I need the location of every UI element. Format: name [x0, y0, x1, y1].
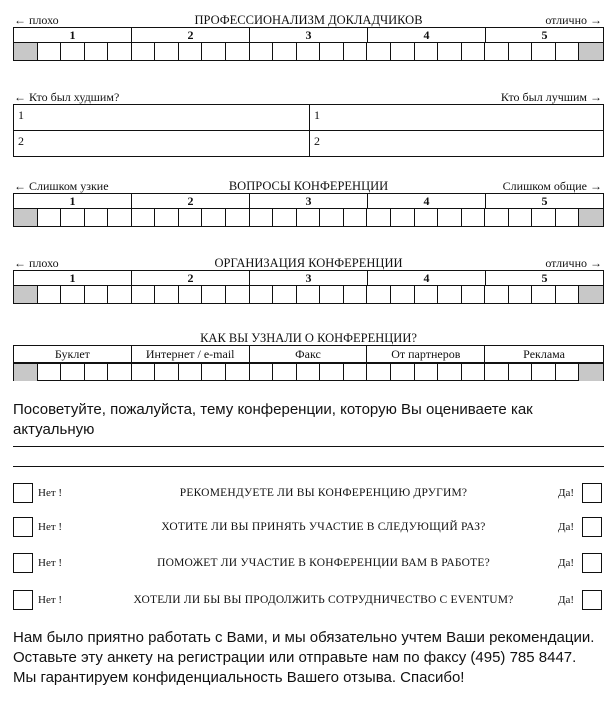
- rating-cell[interactable]: [485, 286, 509, 303]
- rating-cell[interactable]: [38, 286, 62, 303]
- yes-no-question: [13, 590, 604, 614]
- organization-block: [13, 255, 604, 305]
- rating-cell[interactable]: [391, 43, 415, 60]
- rating-cell[interactable]: [273, 209, 297, 226]
- scale-number-1: 1: [14, 271, 132, 286]
- source-cell[interactable]: [485, 364, 509, 381]
- questions-title: ВОПРОСЫ КОНФЕРЕНЦИИ: [228, 179, 389, 193]
- worst-field-2[interactable]: 2: [14, 131, 310, 156]
- rating-cell[interactable]: [179, 286, 203, 303]
- rating-cell[interactable]: [532, 43, 556, 60]
- source-cell[interactable]: [14, 364, 38, 381]
- scale-left-label: ← плохо: [14, 13, 59, 27]
- scale-right-label: Слишком общие →: [502, 179, 602, 193]
- rating-cell[interactable]: [226, 43, 250, 60]
- rating-cell[interactable]: [108, 43, 132, 60]
- source-option-label: Буклет: [14, 346, 132, 362]
- rating-cell[interactable]: [344, 43, 368, 60]
- rating-cell[interactable]: [509, 43, 533, 60]
- rating-cell[interactable]: [61, 286, 85, 303]
- source-cell[interactable]: [226, 364, 250, 381]
- rating-cell[interactable]: [438, 43, 462, 60]
- question-text: РЕКОМЕНДУЕТЕ ЛИ ВЫ КОНФЕРЕНЦИЮ ДРУГИМ?: [179, 487, 468, 499]
- source-cell[interactable]: [250, 364, 274, 381]
- rating-cell[interactable]: [226, 286, 250, 303]
- rating-cell[interactable]: [579, 43, 603, 60]
- rating-cell[interactable]: [38, 209, 62, 226]
- rating-cell[interactable]: [297, 286, 321, 303]
- source-cell[interactable]: [85, 364, 109, 381]
- rating-cell[interactable]: [108, 209, 132, 226]
- scale-left-label: ← плохо: [14, 256, 59, 270]
- scale-number-4: 4: [368, 28, 486, 43]
- questions-header: [13, 178, 604, 194]
- rating-cell[interactable]: [250, 286, 274, 303]
- question-text: ХОТИТЕ ЛИ ВЫ ПРИНЯТЬ УЧАСТИЕ В СЛЕДУЮЩИЙ РАЗ?: [161, 521, 486, 533]
- source-cell[interactable]: [391, 364, 415, 381]
- source-option-label: От партнеров: [367, 346, 485, 362]
- rating-cell[interactable]: [367, 209, 391, 226]
- rating-cell[interactable]: [179, 209, 203, 226]
- scale-right-label: отлично →: [545, 13, 602, 27]
- table-row: [14, 131, 603, 157]
- source-block: [13, 330, 604, 382]
- source-cell[interactable]: [509, 364, 533, 381]
- worst-field-1[interactable]: 1: [14, 105, 310, 130]
- organization-header: [13, 255, 604, 271]
- scale-number-5: 5: [541, 194, 548, 208]
- professionalism-block: [13, 12, 604, 62]
- rating-cell[interactable]: [344, 209, 368, 226]
- rating-cell[interactable]: [344, 286, 368, 303]
- rating-cell[interactable]: [438, 209, 462, 226]
- scale-number-3: 3: [250, 28, 368, 43]
- source-cell[interactable]: [108, 364, 132, 381]
- rating-cell[interactable]: [438, 286, 462, 303]
- rating-cell[interactable]: [108, 286, 132, 303]
- rating-cell[interactable]: [532, 286, 556, 303]
- rating-cell[interactable]: [297, 209, 321, 226]
- rating-cell[interactable]: [61, 43, 85, 60]
- rating-cell[interactable]: [61, 209, 85, 226]
- best-field-1[interactable]: 1: [314, 108, 320, 122]
- worst-best-header: [13, 89, 604, 105]
- scale-cells: [14, 286, 603, 303]
- rating-cell[interactable]: [485, 209, 509, 226]
- scale-number-2: 2: [132, 271, 250, 286]
- source-option-label: Интернет / e-mail: [132, 346, 250, 362]
- professionalism-title: ПРОФЕССИОНАЛИЗМ ДОКЛАДЧИКОВ: [194, 13, 423, 27]
- yes-label: Да!: [557, 487, 574, 499]
- no-checkbox[interactable]: [13, 553, 33, 573]
- scale-numbers: [14, 28, 603, 43]
- worst-best-grid: [13, 105, 604, 157]
- rating-cell[interactable]: [14, 209, 38, 226]
- closing-line: Мы гарантируем конфиденциальность Вашего отзыва. Спасибо!: [13, 669, 465, 686]
- rating-cell[interactable]: [556, 209, 580, 226]
- scale-cells: [14, 209, 603, 226]
- best-label: Кто был лучшим →: [500, 90, 602, 104]
- rating-cell[interactable]: [132, 209, 156, 226]
- source-cell[interactable]: [532, 364, 556, 381]
- scale-number-4: 4: [368, 271, 486, 286]
- yes-label: Да!: [557, 557, 574, 569]
- rating-cell[interactable]: [297, 43, 321, 60]
- professionalism-scale: [13, 28, 604, 61]
- scale-number-1: 1: [14, 194, 132, 209]
- rating-cell[interactable]: [509, 286, 533, 303]
- rating-cell[interactable]: [391, 286, 415, 303]
- closing-text: [13, 628, 608, 688]
- source-title: КАК ВЫ УЗНАЛИ О КОНФЕРЕНЦИИ?: [200, 331, 417, 345]
- worst-best-block: [13, 89, 604, 159]
- rating-cell[interactable]: [462, 209, 486, 226]
- rating-cell[interactable]: [179, 43, 203, 60]
- source-cell[interactable]: [344, 364, 368, 381]
- rating-cell[interactable]: [462, 43, 486, 60]
- rating-cell[interactable]: [391, 209, 415, 226]
- professionalism-header: [13, 12, 604, 28]
- rating-cell[interactable]: [250, 43, 274, 60]
- rating-cell[interactable]: [556, 43, 580, 60]
- closing-line: Оставьте эту анкету на регистрации или отправьте нам по факсу (495) 785 8447.: [13, 649, 577, 666]
- rating-cell[interactable]: [367, 43, 391, 60]
- organization-scale: [13, 271, 604, 304]
- scale-number-2: 2: [132, 28, 250, 43]
- questions-block: [13, 178, 604, 228]
- recommend-topic-prompt: Посоветуйте, пожалуйста, тему конференции, которую Вы оцениваете как актуальную: [13, 401, 533, 438]
- yes-checkbox[interactable]: [582, 483, 602, 503]
- rating-cell[interactable]: [226, 209, 250, 226]
- rating-cell[interactable]: [14, 43, 38, 60]
- yes-no-question: [13, 483, 604, 507]
- rating-cell[interactable]: [415, 286, 439, 303]
- source-cell[interactable]: [179, 364, 203, 381]
- source-checkbox-row: [13, 363, 604, 381]
- yes-no-question: [13, 553, 604, 577]
- no-label: Нет !: [38, 521, 63, 533]
- yes-label: Да!: [557, 594, 574, 606]
- rating-cell[interactable]: [367, 286, 391, 303]
- rating-cell[interactable]: [85, 43, 109, 60]
- rating-cell[interactable]: [462, 286, 486, 303]
- source-cell[interactable]: [579, 364, 603, 381]
- scale-numbers: [14, 194, 603, 209]
- rating-cell[interactable]: [579, 209, 603, 226]
- no-checkbox[interactable]: [13, 517, 33, 537]
- source-cell[interactable]: [273, 364, 297, 381]
- scale-number-5: 5: [541, 271, 548, 285]
- rating-cell[interactable]: [415, 43, 439, 60]
- source-cell[interactable]: [556, 364, 580, 381]
- rating-cell[interactable]: [273, 43, 297, 60]
- source-cell[interactable]: [415, 364, 439, 381]
- rating-cell[interactable]: [320, 286, 344, 303]
- source-header: [13, 330, 604, 346]
- yes-checkbox[interactable]: [582, 553, 602, 573]
- no-label: Нет !: [38, 594, 63, 606]
- worst-label: ← Кто был худшим?: [14, 90, 120, 104]
- rating-cell[interactable]: [14, 286, 38, 303]
- answer-line[interactable]: [13, 446, 604, 447]
- table-row: [14, 105, 603, 131]
- best-field-2[interactable]: 2: [314, 134, 320, 148]
- source-option-label: Факс: [250, 346, 368, 362]
- rating-cell[interactable]: [202, 286, 226, 303]
- rating-cell[interactable]: [85, 286, 109, 303]
- source-cell[interactable]: [320, 364, 344, 381]
- rating-cell[interactable]: [320, 209, 344, 226]
- yes-no-question: [13, 517, 604, 541]
- question-text: ПОМОЖЕТ ЛИ УЧАСТИЕ В КОНФЕРЕНЦИИ ВАМ В РАБОТЕ?: [157, 557, 490, 569]
- source-cell[interactable]: [202, 364, 226, 381]
- no-checkbox[interactable]: [13, 590, 33, 610]
- rating-cell[interactable]: [155, 43, 179, 60]
- scale-right-label: отлично →: [545, 256, 602, 270]
- yes-label: Да!: [557, 521, 574, 533]
- scale-number-1: 1: [14, 28, 132, 43]
- scale-number-4: 4: [368, 194, 486, 209]
- scale-number-3: 3: [250, 194, 368, 209]
- no-label: Нет !: [38, 557, 63, 569]
- scale-number-5: 5: [541, 28, 548, 42]
- source-cell[interactable]: [155, 364, 179, 381]
- source-cell[interactable]: [38, 364, 62, 381]
- yes-checkbox[interactable]: [582, 590, 602, 610]
- rating-cell[interactable]: [155, 286, 179, 303]
- source-cell[interactable]: [438, 364, 462, 381]
- rating-cell[interactable]: [202, 43, 226, 60]
- rating-cell[interactable]: [132, 286, 156, 303]
- question-text: ХОТЕЛИ ЛИ БЫ ВЫ ПРОДОЛЖИТЬ СОТРУДНИЧЕСТВО С EVENTUM?: [133, 594, 514, 606]
- rating-cell[interactable]: [132, 43, 156, 60]
- rating-cell[interactable]: [273, 286, 297, 303]
- rating-cell[interactable]: [250, 209, 274, 226]
- scale-number-2: 2: [132, 194, 250, 209]
- rating-cell[interactable]: [202, 209, 226, 226]
- yes-checkbox[interactable]: [582, 517, 602, 537]
- rating-cell[interactable]: [38, 43, 62, 60]
- scale-cells: [14, 43, 603, 60]
- rating-cell[interactable]: [320, 43, 344, 60]
- rating-cell[interactable]: [415, 209, 439, 226]
- answer-line[interactable]: [13, 466, 604, 467]
- closing-line: Нам было приятно работать с Вами, и мы обязательно учтем Ваши рекомендации.: [13, 629, 595, 646]
- source-cell[interactable]: [297, 364, 321, 381]
- rating-cell[interactable]: [85, 209, 109, 226]
- no-label: Нет !: [38, 487, 63, 499]
- source-cell[interactable]: [367, 364, 391, 381]
- scale-number-3: 3: [250, 271, 368, 286]
- rating-cell[interactable]: [579, 286, 603, 303]
- rating-cell[interactable]: [532, 209, 556, 226]
- scale-numbers: [14, 271, 603, 286]
- rating-cell[interactable]: [556, 286, 580, 303]
- rating-cell[interactable]: [509, 209, 533, 226]
- source-options-row: [13, 346, 604, 363]
- source-option-label: Реклама: [523, 347, 565, 361]
- scale-left-label: ← Слишком узкие: [14, 179, 109, 193]
- source-cell[interactable]: [61, 364, 85, 381]
- source-cell[interactable]: [462, 364, 486, 381]
- no-checkbox[interactable]: [13, 483, 33, 503]
- rating-cell[interactable]: [155, 209, 179, 226]
- organization-title: ОРГАНИЗАЦИЯ КОНФЕРЕНЦИИ: [214, 256, 403, 270]
- questions-scale: [13, 194, 604, 227]
- source-cell[interactable]: [132, 364, 156, 381]
- rating-cell[interactable]: [485, 43, 509, 60]
